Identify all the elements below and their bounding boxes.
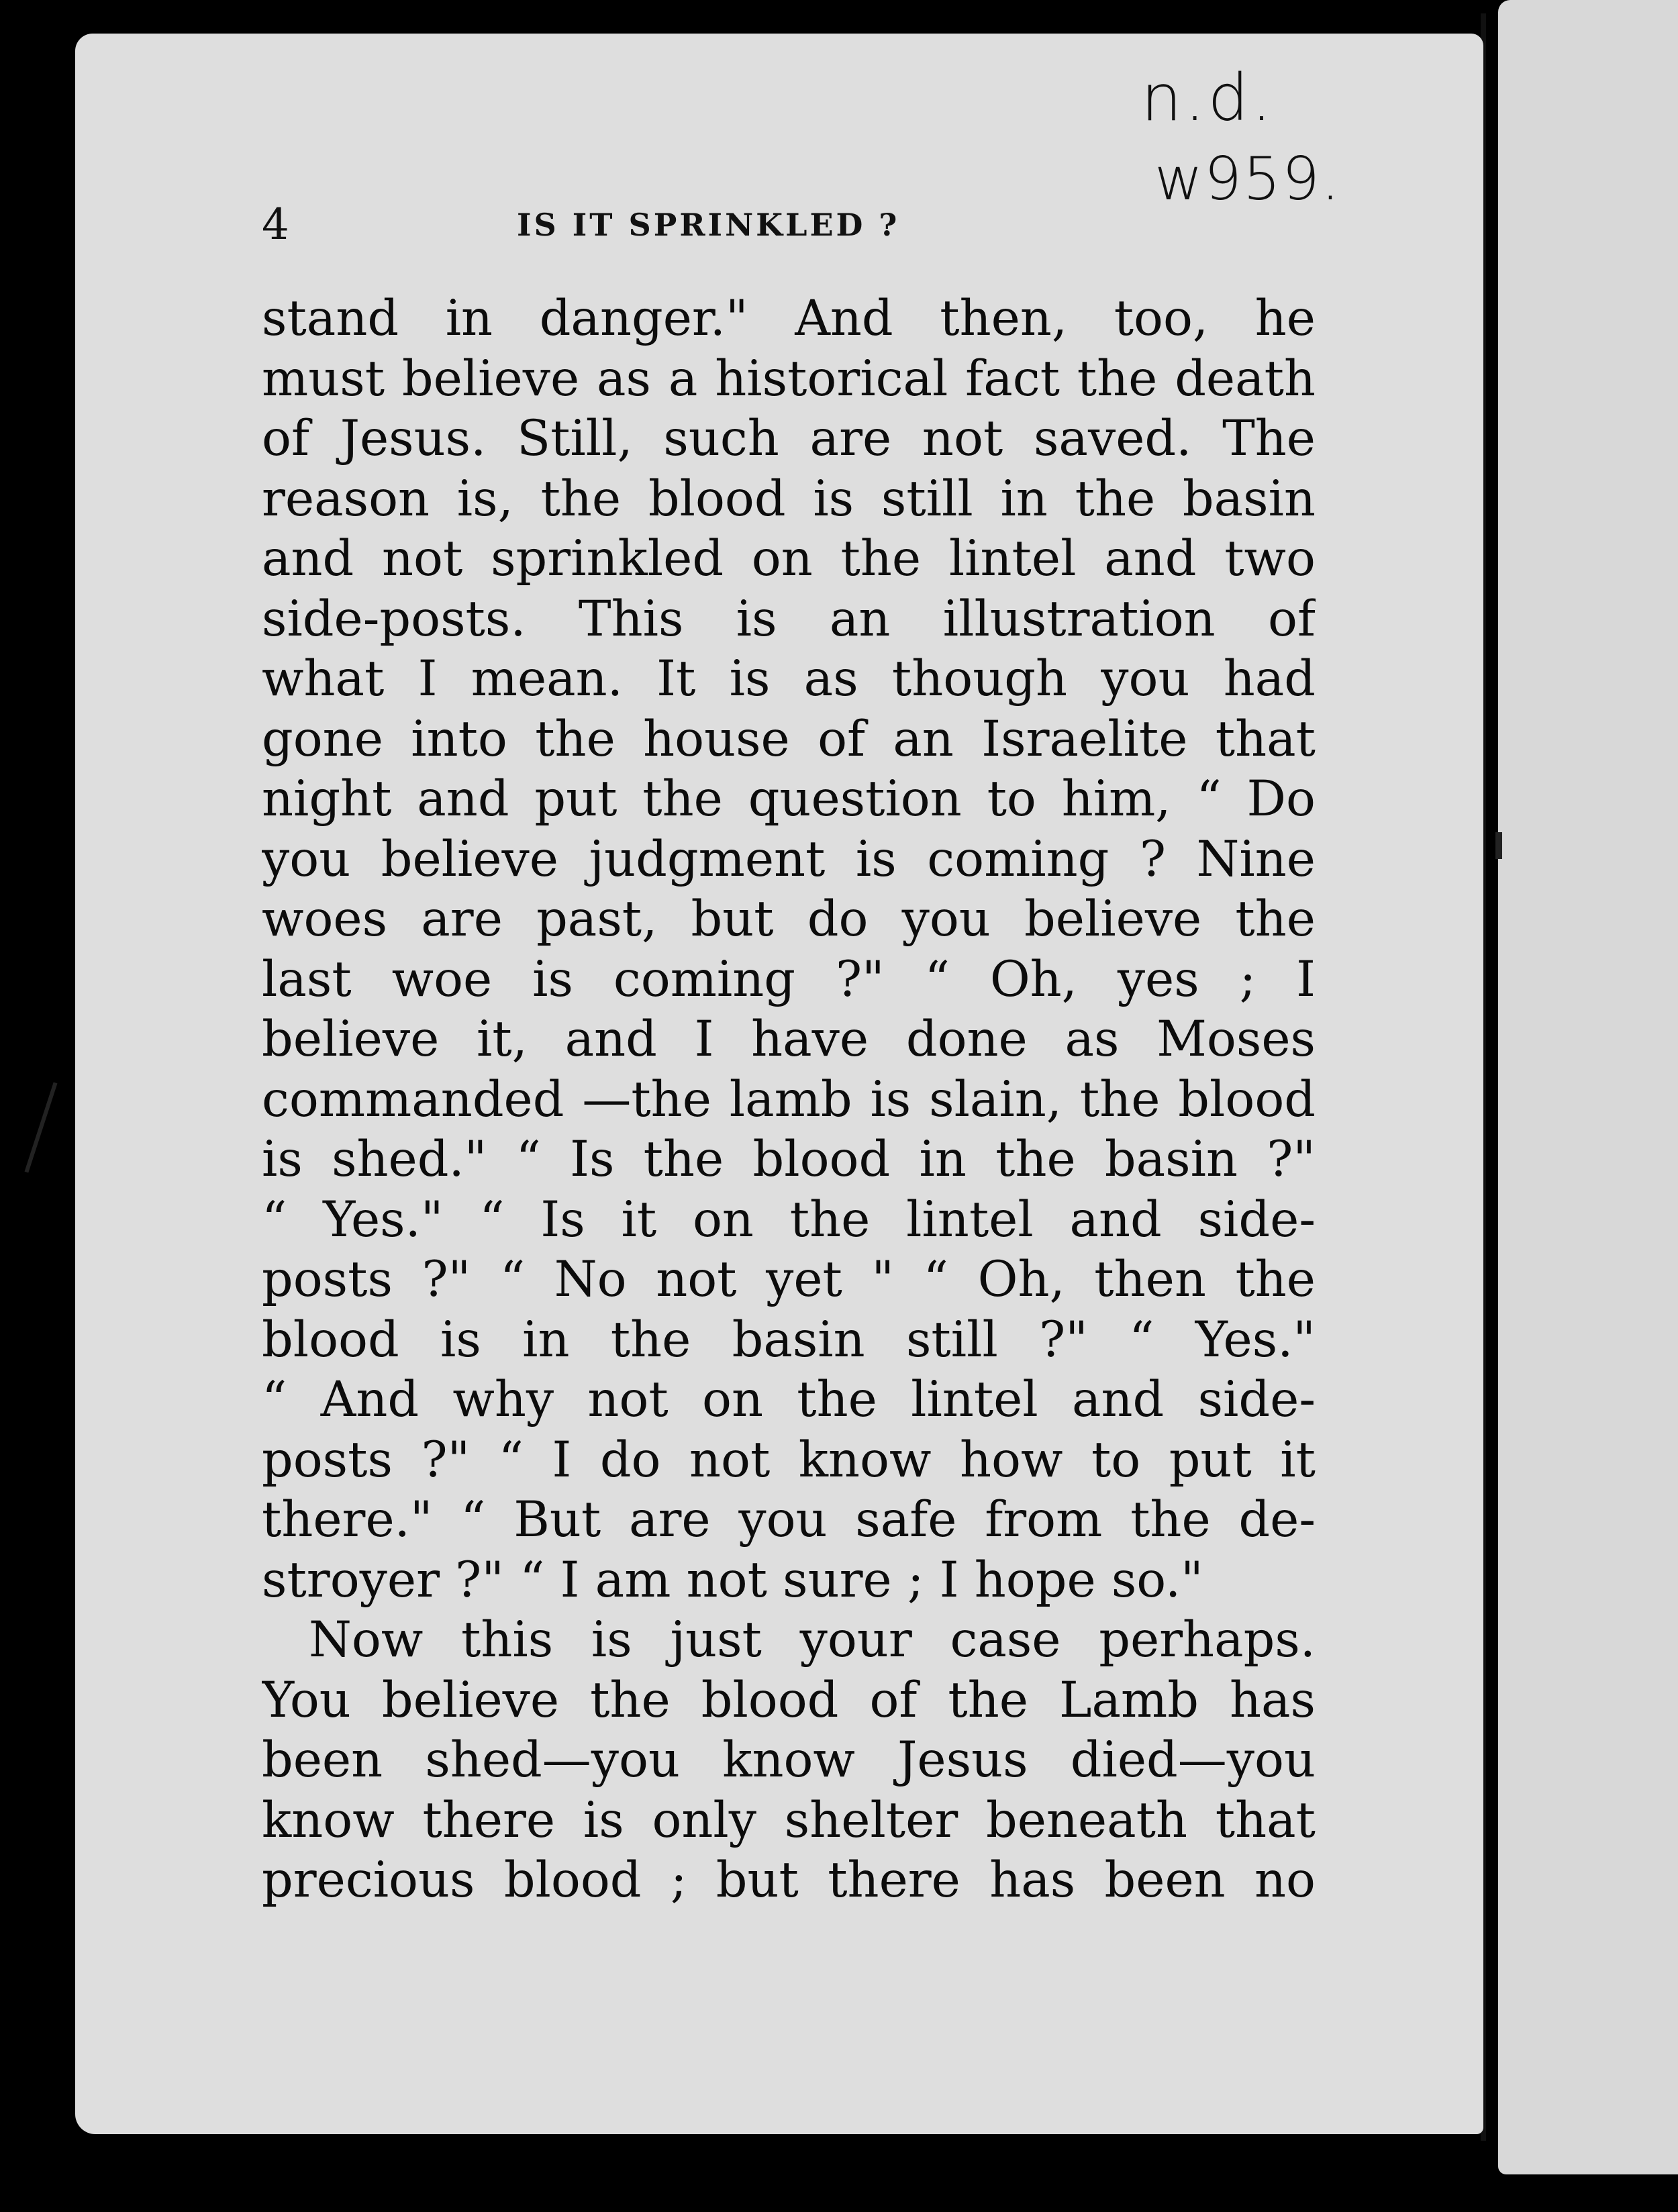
margin-mark <box>25 1082 58 1172</box>
text-line: woes are past, but do you believe the <box>262 891 1316 948</box>
margin-mark <box>1495 832 1502 859</box>
handwritten-annotation-line2: w959. <box>1154 144 1341 213</box>
text-line: been shed—you know Jesus died—you <box>262 1731 1316 1789</box>
text-line: night and put the question to him, “ Do <box>262 770 1316 827</box>
text-line: “ Yes." “ Is it on the lintel and side- <box>262 1191 1316 1248</box>
text-line: precious blood ; but there has been no <box>262 1852 1316 1909</box>
text-line: and not sprinkled on the lintel and two <box>262 530 1316 587</box>
running-head <box>262 200 1316 250</box>
text-line: what I mean. It is as though you had <box>262 650 1316 707</box>
text-line: You believe the blood of the Lamb has <box>262 1671 1316 1729</box>
facing-page-edge <box>1498 0 1678 2174</box>
text-line: stroyer ?" “ I am not sure ; I hope so." <box>262 1551 1203 1609</box>
text-line: stand in danger." And then, too, he <box>262 290 1316 347</box>
text-line: posts ?" “ No not yet " “ Oh, then the <box>262 1251 1316 1308</box>
text-line: last woe is coming ?" “ Oh, yes ; I <box>262 950 1316 1008</box>
text-line: blood is in the basin still ?" “ Yes." <box>262 1311 1316 1368</box>
text-line: is shed." “ Is the blood in the basin ?" <box>262 1131 1316 1188</box>
text-line: of Jesus. Still, such are not saved. The <box>262 410 1316 467</box>
text-line: you believe judgment is coming ? Nine <box>262 830 1316 888</box>
text-line: believe it, and I have done as Moses <box>262 1011 1316 1068</box>
page-number: 4 <box>262 200 289 250</box>
body-text <box>262 289 1316 1911</box>
text-line: gone into the house of an Israelite that <box>262 710 1316 768</box>
handwritten-annotation-line1: n.d. <box>1141 60 1275 136</box>
text-line: must believe as a historical fact the death <box>262 350 1316 407</box>
text-line: there." “ But are you safe from the de- <box>262 1491 1316 1548</box>
text-line: know there is only shelter beneath that <box>262 1791 1316 1849</box>
text-line: commanded —the lamb is slain, the blood <box>262 1070 1316 1128</box>
text-line: side-posts. This is an illustration of <box>262 590 1316 648</box>
text-line: reason is, the blood is still in the basin <box>262 470 1316 527</box>
text-line: Now this is just your case perhaps. <box>309 1611 1316 1668</box>
text-line: posts ?" “ I do not know how to put it <box>262 1431 1316 1489</box>
text-line: “ And why not on the lintel and side- <box>262 1371 1316 1428</box>
running-title: IS IT SPRINKLED ? <box>517 207 900 243</box>
